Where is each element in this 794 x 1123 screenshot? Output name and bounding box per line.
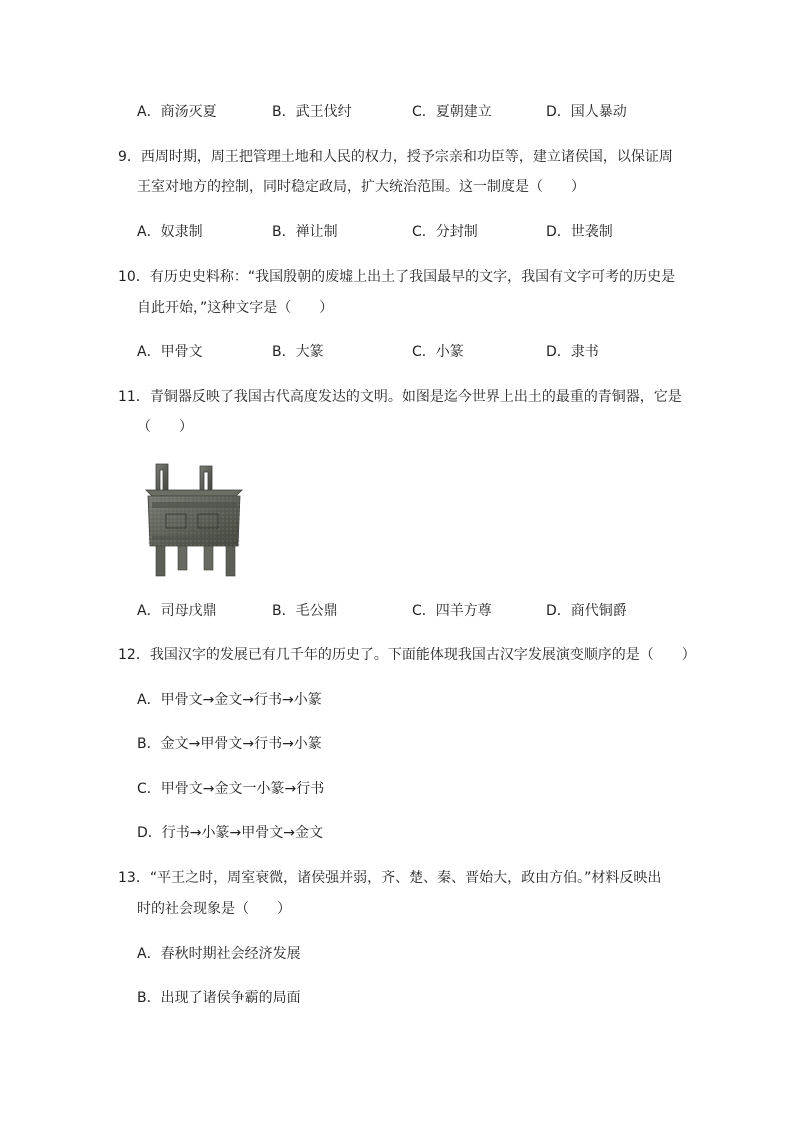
q8-option-a[interactable]: A．商汤灭夏 [137, 104, 217, 120]
q10-stem-line2: 自此开始，”这种文字是（ ） [137, 300, 334, 316]
q9-stem-line2: 王室对地方的控制，同时稳定政局，扩大统治范围。这一制度是（ ） [137, 179, 585, 195]
q11-stem-line2: （ ） [137, 419, 193, 435]
q8-option-c[interactable]: C．夏朝建立 [412, 104, 492, 120]
q11-options [137, 601, 697, 621]
q13-option-b[interactable]: B．出现了诸侯争霸的局面 [137, 990, 301, 1006]
q9-option-c[interactable]: C．分封制 [412, 224, 478, 240]
q12-option-a[interactable]: A．甲骨文→金文→行书→小篆 [137, 692, 322, 708]
q11-option-b[interactable]: B．毛公鼎 [272, 603, 338, 619]
q10-option-a[interactable]: A．甲骨文 [137, 344, 203, 360]
q8-options [137, 102, 697, 122]
q10-option-b[interactable]: B．大篆 [272, 344, 324, 360]
q13-stem-line1: 13．“平王之时，周室衰微，诸侯强并弱，齐、楚、秦、晋始大，政由方伯。”材料反映出 [118, 870, 662, 886]
q9-stem-line1: 9．西周时期，周王把管理土地和人民的权力，授予宗亲和功臣等，建立诸侯国，以保证周 [118, 149, 673, 165]
q13-stem-line2: 时的社会现象是（ ） [137, 901, 291, 917]
q11-option-d[interactable]: D．商代铜爵 [546, 603, 627, 619]
q9-option-b[interactable]: B．禅让制 [272, 224, 338, 240]
q11-stem-line1: 11．青铜器反映了我国古代高度发达的文明。如图是迄今世界上出土的最重的青铜器，它是 [118, 389, 682, 405]
bronze-ding-vessel-icon [138, 460, 248, 582]
q10-option-c[interactable]: C．小篆 [412, 344, 464, 360]
q8-option-b[interactable]: B．武王伐纣 [272, 104, 352, 120]
q12-option-d[interactable]: D．行书→小篆→甲骨文→金文 [137, 825, 323, 841]
q9-option-d[interactable]: D．世袭制 [546, 224, 613, 240]
q11-option-c[interactable]: C．四羊方尊 [412, 603, 492, 619]
q8-option-d[interactable]: D．国人暴动 [546, 104, 627, 120]
q11-option-a[interactable]: A．司母戊鼎 [137, 603, 217, 619]
q13-option-a[interactable]: A．春秋时期社会经济发展 [137, 946, 301, 962]
q10-option-d[interactable]: D．隶书 [546, 344, 599, 360]
q12-option-c[interactable]: C．甲骨文→金文一小篆→行书 [137, 781, 325, 797]
q9-options [137, 222, 697, 242]
q10-options [137, 342, 697, 362]
q12-stem-line1: 12．我国汉字的发展已有几千年的历史了。下面能体现我国古汉字发展演变顺序的是（ ） [118, 647, 696, 663]
q9-option-a[interactable]: A．奴隶制 [137, 224, 203, 240]
q12-option-b[interactable]: B．金文→甲骨文→行书→小篆 [137, 736, 322, 752]
q10-stem-line1: 10．有历史史料称：“我国殷朝的废墟上出土了我国最早的文字，我国有文字可考的历史是 [118, 269, 676, 285]
